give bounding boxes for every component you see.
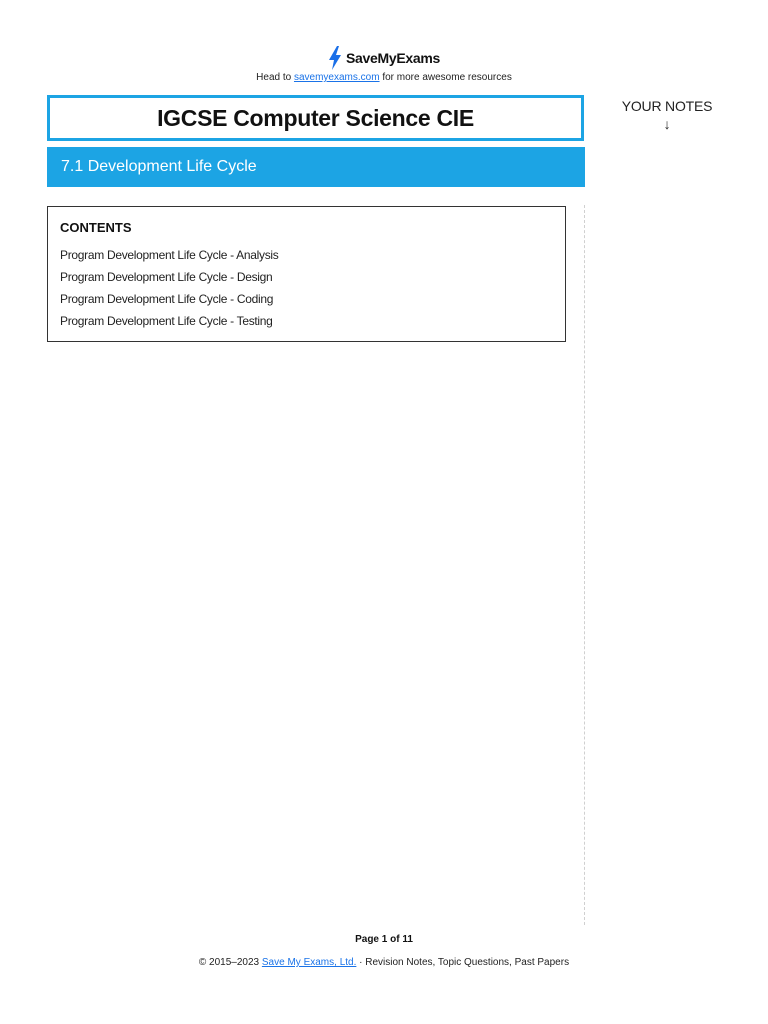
contents-box xyxy=(47,206,566,342)
contents-item-coding[interactable]: Program Development Life Cycle - Coding xyxy=(60,292,274,306)
tagline-suffix: for more awesome resources xyxy=(379,72,512,83)
brand-name: SaveMyExams xyxy=(346,50,440,66)
arrow-down-icon: ↓ xyxy=(663,116,671,132)
your-notes-label xyxy=(612,98,722,132)
copyright-suffix: · Revision Notes, Topic Questions, Past Papers xyxy=(356,957,570,968)
lightning-bolt-icon xyxy=(328,46,342,70)
section-header-bar xyxy=(47,147,585,187)
brand-logo[interactable] xyxy=(0,46,768,70)
contents-item-analysis[interactable]: Program Development Life Cycle - Analysis xyxy=(60,248,279,262)
contents-item-design[interactable]: Program Development Life Cycle - Design xyxy=(60,270,273,284)
contents-item-testing[interactable]: Program Development Life Cycle - Testing xyxy=(60,314,273,328)
section-title: 7.1 Development Life Cycle xyxy=(61,158,257,175)
contents-heading: CONTENTS xyxy=(60,220,132,235)
document-title-box xyxy=(47,95,584,141)
header-tagline xyxy=(0,72,768,83)
savemyexams-link[interactable]: savemyexams.com xyxy=(293,72,380,83)
copyright-prefix: © 2015–2023 xyxy=(198,957,262,968)
your-notes-text: YOUR NOTES xyxy=(621,98,713,114)
document-title: IGCSE Computer Science CIE xyxy=(157,104,474,131)
contents-list xyxy=(60,244,278,332)
page-number: Page 1 of 11 xyxy=(355,934,413,945)
save-my-exams-ltd-link[interactable]: Save My Exams, Ltd. xyxy=(261,957,357,968)
tagline-prefix: Head to xyxy=(256,72,294,83)
footer-copyright xyxy=(0,957,768,968)
notes-divider xyxy=(584,205,585,925)
